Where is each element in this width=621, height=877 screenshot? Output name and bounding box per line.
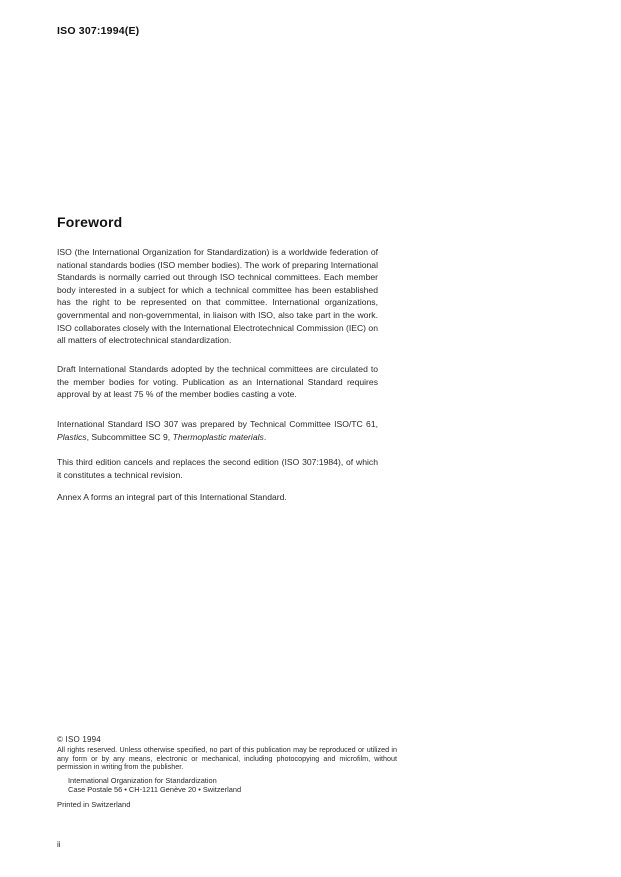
printed-in-label: Printed in Switzerland: [57, 800, 131, 809]
organization-address: Case Postale 56 • CH-1211 Genève 20 • Switzerland: [68, 785, 242, 795]
paragraph-draft-standards: Draft International Standards adopted by the technical committees are circulated to the member bodies for voting. Publication as an International Standard requires approval by at least 75 % of the member bodies casting a vote.: [57, 364, 378, 400]
document-header-id: ISO 307:1994(E): [57, 25, 140, 37]
paragraph-committee-part1: International Standard ISO 307 was prepared by Technical Committee ISO/TC 61,: [57, 419, 378, 429]
paragraph-iso-description: ISO (the International Organization for Standardization) is a worldwide federation of national standards bodies (ISO member bodies). The work of preparing International Standards is normally carried out through ISO technical committees. Each member body interested in a subject for which a technical committee has been established has the right to be represented on that committee. International organizations, governmental and non-governmental, in liaison with ISO, also take part in the work. ISO collaborates closely with the International Electrotechnical Commission (IEC) on all matters of electrotechnical standardization.: [57, 247, 378, 346]
page-title: Foreword: [57, 214, 123, 230]
paragraph-third-edition: This third edition cancels and replaces the second edition (ISO 307:1984), of which it constitutes a technical revision.: [57, 457, 378, 480]
copyright-notice: © ISO 1994: [57, 735, 101, 744]
paragraph-committee-part2: , Subcommittee SC 9,: [86, 431, 173, 442]
organization-block: [68, 776, 241, 795]
page-number: ii: [57, 840, 61, 849]
paragraph-committee: [57, 418, 378, 443]
paragraph-annex: Annex A forms an integral part of this International Standard.: [57, 492, 287, 502]
paragraph-committee-italic2: Thermoplastic materials: [172, 431, 264, 442]
paragraph-committee-italic1: Plastics: [57, 431, 87, 442]
paragraph-committee-part3: .: [263, 431, 267, 442]
organization-name: International Organization for Standardization: [68, 776, 217, 785]
rights-statement: All rights reserved. Unless otherwise specified, no part of this publication may be reproduced or utilized in any form or by any means, electronic or mechanical, including photocopying and microfilm, without permission in writing from the publisher.: [57, 745, 397, 772]
